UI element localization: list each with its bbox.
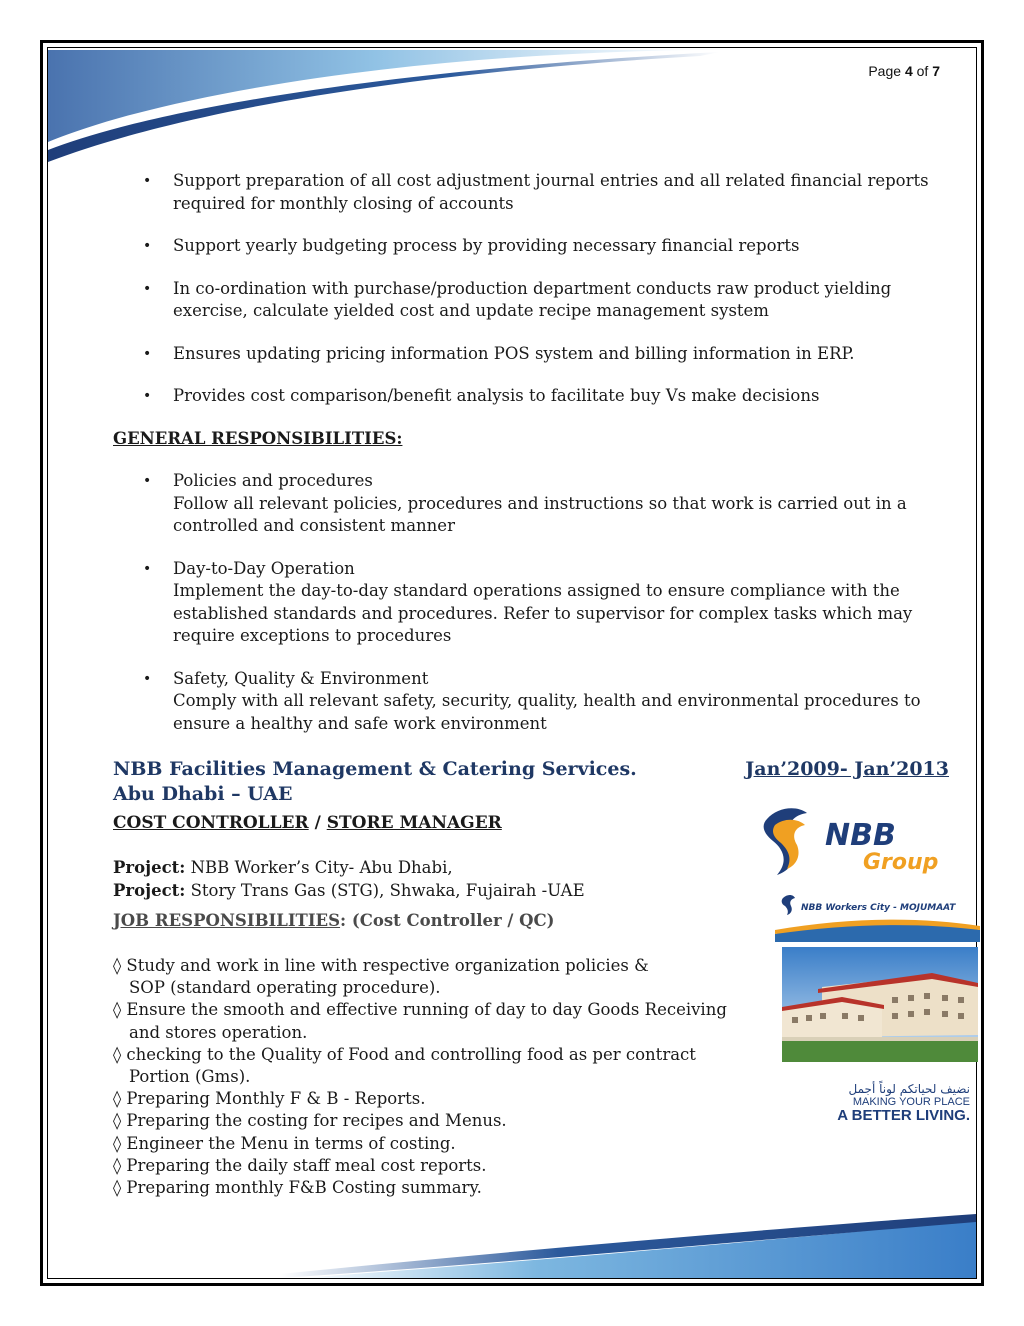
- list-item: • Provides cost comparison/benefit analysis to facilitate buy Vs make decisions: [113, 385, 933, 408]
- list-item: • In co-ordination with purchase/production department conducts raw product yielding exercise, calculate yielded cost and update recipe management system: [113, 278, 933, 323]
- role-store-manager: STORE MANAGER: [326, 813, 502, 833]
- duty-line: Portion (Gms).: [129, 1067, 251, 1087]
- duty-line: ◊ Engineer the Menu in terms of costing.: [113, 1133, 456, 1153]
- general-responsibilities-heading: GENERAL RESPONSIBILITIES:: [113, 428, 403, 448]
- project-line: Project: NBB Worker’s City- Abu Dhabi,: [113, 858, 453, 877]
- projects: [113, 857, 585, 902]
- duty-line: ◊ Preparing Monthly F & B - Reports.: [113, 1089, 426, 1109]
- top-bullet-list: [113, 170, 933, 408]
- company-location: Abu Dhabi – UAE: [113, 783, 293, 805]
- svg-text:NBB Workers City - MOJUMAAT: NBB Workers City - MOJUMAAT: [801, 903, 956, 913]
- role-separator: /: [308, 813, 327, 833]
- duty-line: ◊ Preparing the daily staff meal cost reports.: [113, 1155, 487, 1175]
- employment-dates: Jan’2009- Jan’2013: [745, 758, 949, 780]
- duties-list: [113, 955, 753, 1199]
- item-text: Follow all relevant policies, procedures and instructions so that work is carried out in a controlled and consistent manner: [173, 493, 907, 535]
- job-title: [113, 813, 502, 833]
- duty-line: ◊ Preparing monthly F&B Costing summary.: [113, 1178, 482, 1198]
- tagline-arabic: نضيف لحياتكم لوناً أجمل: [848, 1082, 970, 1096]
- job-responsibilities-heading: JOB RESPONSIBILITIES: (Cost Controller / QC): [113, 911, 555, 930]
- duty-line: ◊ Ensure the smooth and effective running of day to day Goods Receiving: [113, 1000, 727, 1020]
- tagline-block: [830, 1082, 970, 1124]
- nbb-group-logo: [755, 795, 970, 883]
- role-cost-controller: COST CONTROLLER: [113, 813, 309, 833]
- workers-city-photo: [782, 947, 978, 1062]
- main-content: [113, 170, 933, 755]
- duty-line: ◊ checking to the Quality of Food and controlling food as per contract: [113, 1044, 696, 1064]
- list-item: [113, 558, 933, 648]
- item-title: • Policies and procedures: [173, 471, 373, 490]
- duty-line: SOP (standard operating procedure).: [129, 978, 441, 998]
- nbb-workers-city-logo: [775, 890, 980, 942]
- item-title: • Safety, Quality & Environment: [173, 668, 429, 688]
- project-line: Project: Story Trans Gas (STG), Shwaka, Fujairah -UAE: [113, 880, 585, 900]
- company-name: NBB Facilities Management & Catering Services.: [113, 758, 637, 780]
- svg-text:Group: Group: [863, 850, 939, 875]
- item-text: Implement the day-to-day standard operations assigned to ensure compliance with the established standards and procedures. Refer to supervisor for complex tasks which may require exceptions to procedures: [173, 581, 913, 645]
- duty-line: and stores operation.: [129, 1022, 308, 1042]
- tagline-line2: A BETTER LIVING.: [837, 1107, 970, 1124]
- list-item: • Support preparation of all cost adjustment journal entries and all related financial reports required for monthly closing of accounts: [113, 170, 933, 215]
- duty-line: ◊ Study and work in line with respective organization policies &: [113, 956, 649, 975]
- item-text: Comply with all relevant safety, security, quality, health and environmental procedures to ensure a healthy and safe work environment: [173, 691, 921, 733]
- tagline-line1: MAKING YOUR PLACE: [852, 1096, 970, 1108]
- duty-line: ◊ Preparing the costing for recipes and Menus.: [113, 1111, 507, 1131]
- list-item: [113, 470, 933, 538]
- general-bullet-list: [113, 470, 933, 735]
- page-number: Page 4 of 7: [868, 63, 940, 79]
- svg-text:NBB: NBB: [825, 818, 896, 853]
- list-item: • Ensures updating pricing information POS system and billing information in ERP.: [113, 343, 933, 366]
- list-item: [113, 668, 933, 736]
- item-title: • Day-to-Day Operation: [173, 558, 355, 578]
- list-item: • Support yearly budgeting process by providing necessary financial reports: [113, 235, 933, 258]
